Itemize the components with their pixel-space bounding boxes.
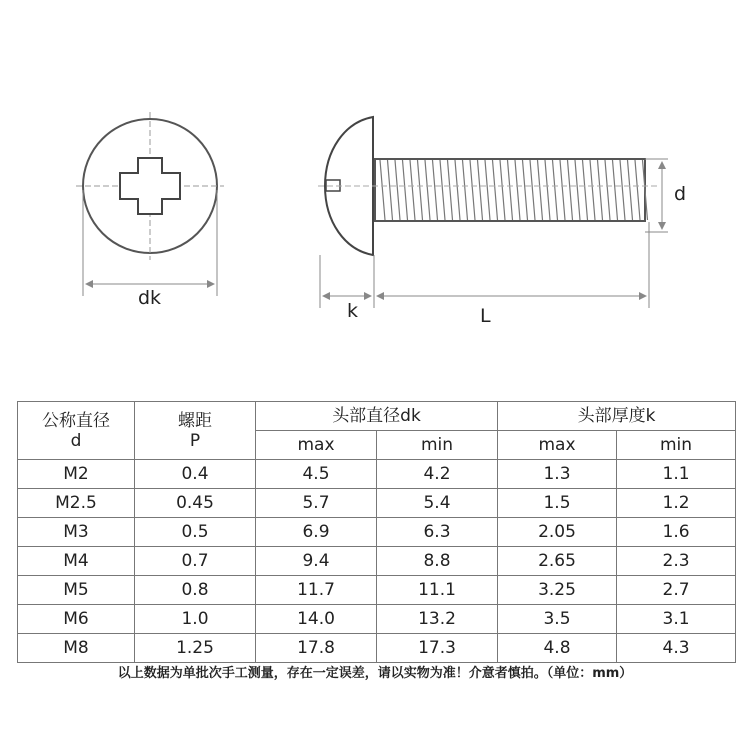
- cell-dk-max: 5.7: [256, 489, 377, 518]
- k-label: k: [347, 300, 359, 322]
- header-head-thickness: 头部厚度k: [498, 402, 736, 431]
- cell-k-min: 2.7: [617, 576, 736, 605]
- header-k-min: min: [617, 431, 736, 460]
- cell-k-max: 2.65: [498, 547, 617, 576]
- cell-k-min: 4.3: [617, 634, 736, 663]
- screw-side-view: [318, 117, 660, 255]
- cell-size: M5: [18, 576, 135, 605]
- footnote: 以上数据为单批次手工测量，存在一定误差，请以实物为准！介意者慎拍。（单位：mm）: [117, 666, 633, 681]
- cell-size: M3: [18, 518, 135, 547]
- cell-k-min: 1.1: [617, 460, 736, 489]
- table-row: [18, 634, 736, 663]
- cell-dk-max: 6.9: [256, 518, 377, 547]
- header-size-line2: d: [70, 430, 82, 451]
- cell-pitch: 0.45: [135, 489, 256, 518]
- cell-dk-min: 4.2: [377, 460, 498, 489]
- table-row: [18, 547, 736, 576]
- header-size: [18, 402, 135, 460]
- cell-k-max: 2.05: [498, 518, 617, 547]
- cell-k-max: 3.25: [498, 576, 617, 605]
- d-label: d: [674, 183, 687, 205]
- cell-dk-max: 4.5: [256, 460, 377, 489]
- header-size-line1: 公称直径: [42, 410, 110, 431]
- header-k-max: max: [498, 431, 617, 460]
- L-label: L: [480, 305, 491, 327]
- d-dimension: [645, 159, 668, 232]
- cell-pitch: 0.7: [135, 547, 256, 576]
- cell-dk-min: 11.1: [377, 576, 498, 605]
- cell-size: M8: [18, 634, 135, 663]
- cell-k-max: 3.5: [498, 605, 617, 634]
- header-dk-max: max: [256, 431, 377, 460]
- cell-size: M4: [18, 547, 135, 576]
- cell-k-max: 1.5: [498, 489, 617, 518]
- cell-dk-max: 14.0: [256, 605, 377, 634]
- header-pitch-line1: 螺距: [178, 410, 212, 431]
- cell-dk-max: 17.8: [256, 634, 377, 663]
- cell-k-min: 1.2: [617, 489, 736, 518]
- cell-dk-max: 11.7: [256, 576, 377, 605]
- cell-dk-min: 8.8: [377, 547, 498, 576]
- cell-pitch: 0.8: [135, 576, 256, 605]
- cell-dk-max: 9.4: [256, 547, 377, 576]
- table-row: [18, 460, 736, 489]
- table-row: [18, 576, 736, 605]
- cell-pitch: 1.0: [135, 605, 256, 634]
- table-row: [18, 518, 736, 547]
- cell-dk-min: 17.3: [377, 634, 498, 663]
- cell-k-max: 4.8: [498, 634, 617, 663]
- header-pitch-line2: P: [189, 430, 201, 451]
- spec-table-body: [18, 460, 736, 663]
- cell-k-min: 3.1: [617, 605, 736, 634]
- cell-k-min: 2.3: [617, 547, 736, 576]
- header-head-diameter: 头部直径dk: [256, 402, 498, 431]
- header-dk-min: min: [377, 431, 498, 460]
- head-top-view: [76, 112, 224, 260]
- cell-size: M6: [18, 605, 135, 634]
- cell-pitch: 1.25: [135, 634, 256, 663]
- spec-table: [17, 401, 736, 663]
- table-row: [18, 489, 736, 518]
- cell-size: M2.5: [18, 489, 135, 518]
- dk-label: dk: [138, 287, 162, 309]
- table-row: [18, 605, 736, 634]
- cell-k-min: 1.6: [617, 518, 736, 547]
- cell-pitch: 0.5: [135, 518, 256, 547]
- cell-dk-min: 13.2: [377, 605, 498, 634]
- cell-dk-min: 6.3: [377, 518, 498, 547]
- cell-k-max: 1.3: [498, 460, 617, 489]
- header-pitch: [135, 402, 256, 460]
- cell-pitch: 0.4: [135, 460, 256, 489]
- cell-dk-min: 5.4: [377, 489, 498, 518]
- cell-size: M2: [18, 460, 135, 489]
